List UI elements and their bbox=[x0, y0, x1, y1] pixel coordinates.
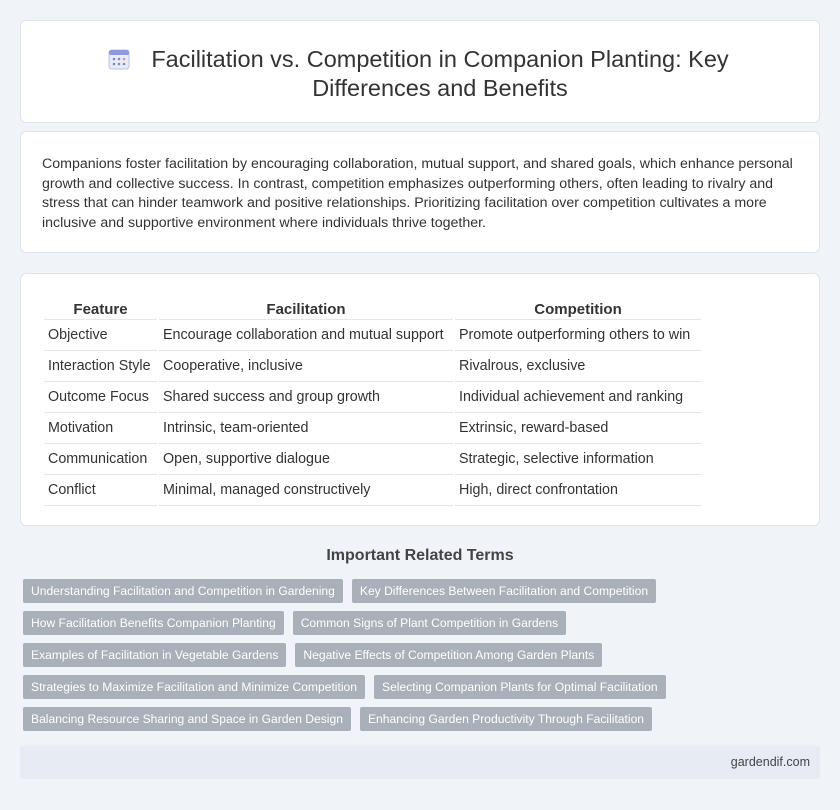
table-cell: Cooperative, inclusive bbox=[159, 351, 453, 382]
table-cell: High, direct confrontation bbox=[455, 475, 701, 506]
intro-paragraph: Companions foster facilitation by encouraging collaboration, mutual support, and shared goals, which enhance personal growth and collective success. In contrast, competition emphasizes outperforming others, often leading to rivalry and stress that can hinder teamwork and positive relationships. Prioritizing facilitation over competition cultivates a more inclusive and supportive environment where individuals thrive together. bbox=[42, 156, 793, 231]
title-card bbox=[20, 20, 820, 123]
related-term-link[interactable]: How Facilitation Benefits Companion Planting bbox=[23, 611, 284, 635]
table-cell: Extrinsic, reward-based bbox=[455, 413, 701, 444]
table-cell: Strategic, selective information bbox=[455, 444, 701, 475]
related-terms-title: Important Related Terms bbox=[326, 547, 514, 564]
related-term-link[interactable]: Examples of Facilitation in Vegetable Gardens bbox=[23, 643, 286, 667]
table-row bbox=[44, 413, 701, 444]
intro-card bbox=[20, 131, 820, 253]
page-title: Facilitation vs. Competition in Companion Planting: Key Differences and Benefits bbox=[151, 46, 729, 101]
table-row bbox=[44, 320, 701, 351]
table-cell: Motivation bbox=[44, 413, 157, 444]
table-cell: Communication bbox=[44, 444, 157, 475]
table-cell: Objective bbox=[44, 320, 157, 351]
header-feature: Feature bbox=[44, 296, 157, 320]
table-cell: Promote outperforming others to win bbox=[455, 320, 701, 351]
site-link[interactable]: gardendif.com bbox=[730, 755, 810, 769]
table-row bbox=[44, 382, 701, 413]
related-terms-list bbox=[23, 579, 743, 739]
table-row bbox=[44, 475, 701, 506]
table-cell: Interaction Style bbox=[44, 351, 157, 382]
related-term-link[interactable]: Enhancing Garden Productivity Through Facilitation bbox=[360, 707, 652, 731]
related-term-link[interactable]: Selecting Companion Plants for Optimal Facilitation bbox=[374, 675, 666, 699]
table-header-row bbox=[44, 296, 701, 320]
related-term-link[interactable]: Key Differences Between Facilitation and Competition bbox=[352, 579, 656, 603]
table-cell: Individual achievement and ranking bbox=[455, 382, 701, 413]
table-cell: Intrinsic, team-oriented bbox=[159, 413, 453, 444]
table-row bbox=[44, 351, 701, 382]
related-term-link[interactable]: Strategies to Maximize Facilitation and Minimize Competition bbox=[23, 675, 365, 699]
table-cell: Open, supportive dialogue bbox=[159, 444, 453, 475]
table-cell: Rivalrous, exclusive bbox=[455, 351, 701, 382]
comparison-table bbox=[42, 296, 703, 506]
related-term-link[interactable]: Negative Effects of Competition Among Garden Plants bbox=[295, 643, 602, 667]
table-row bbox=[44, 444, 701, 475]
related-term-link[interactable]: Common Signs of Plant Competition in Gardens bbox=[293, 611, 566, 635]
table-cell: Outcome Focus bbox=[44, 382, 157, 413]
comparison-table-card bbox=[20, 273, 820, 526]
table-cell: Shared success and group growth bbox=[159, 382, 453, 413]
table-cell: Conflict bbox=[44, 475, 157, 506]
footer bbox=[20, 746, 820, 779]
header-competition: Competition bbox=[455, 296, 701, 320]
table-cell: Encourage collaboration and mutual support bbox=[159, 320, 453, 351]
table-cell: Minimal, managed constructively bbox=[159, 475, 453, 506]
header-facilitation: Facilitation bbox=[159, 296, 453, 320]
related-term-link[interactable]: Understanding Facilitation and Competition in Gardening bbox=[23, 579, 343, 603]
related-term-link[interactable]: Balancing Resource Sharing and Space in Garden Design bbox=[23, 707, 351, 731]
